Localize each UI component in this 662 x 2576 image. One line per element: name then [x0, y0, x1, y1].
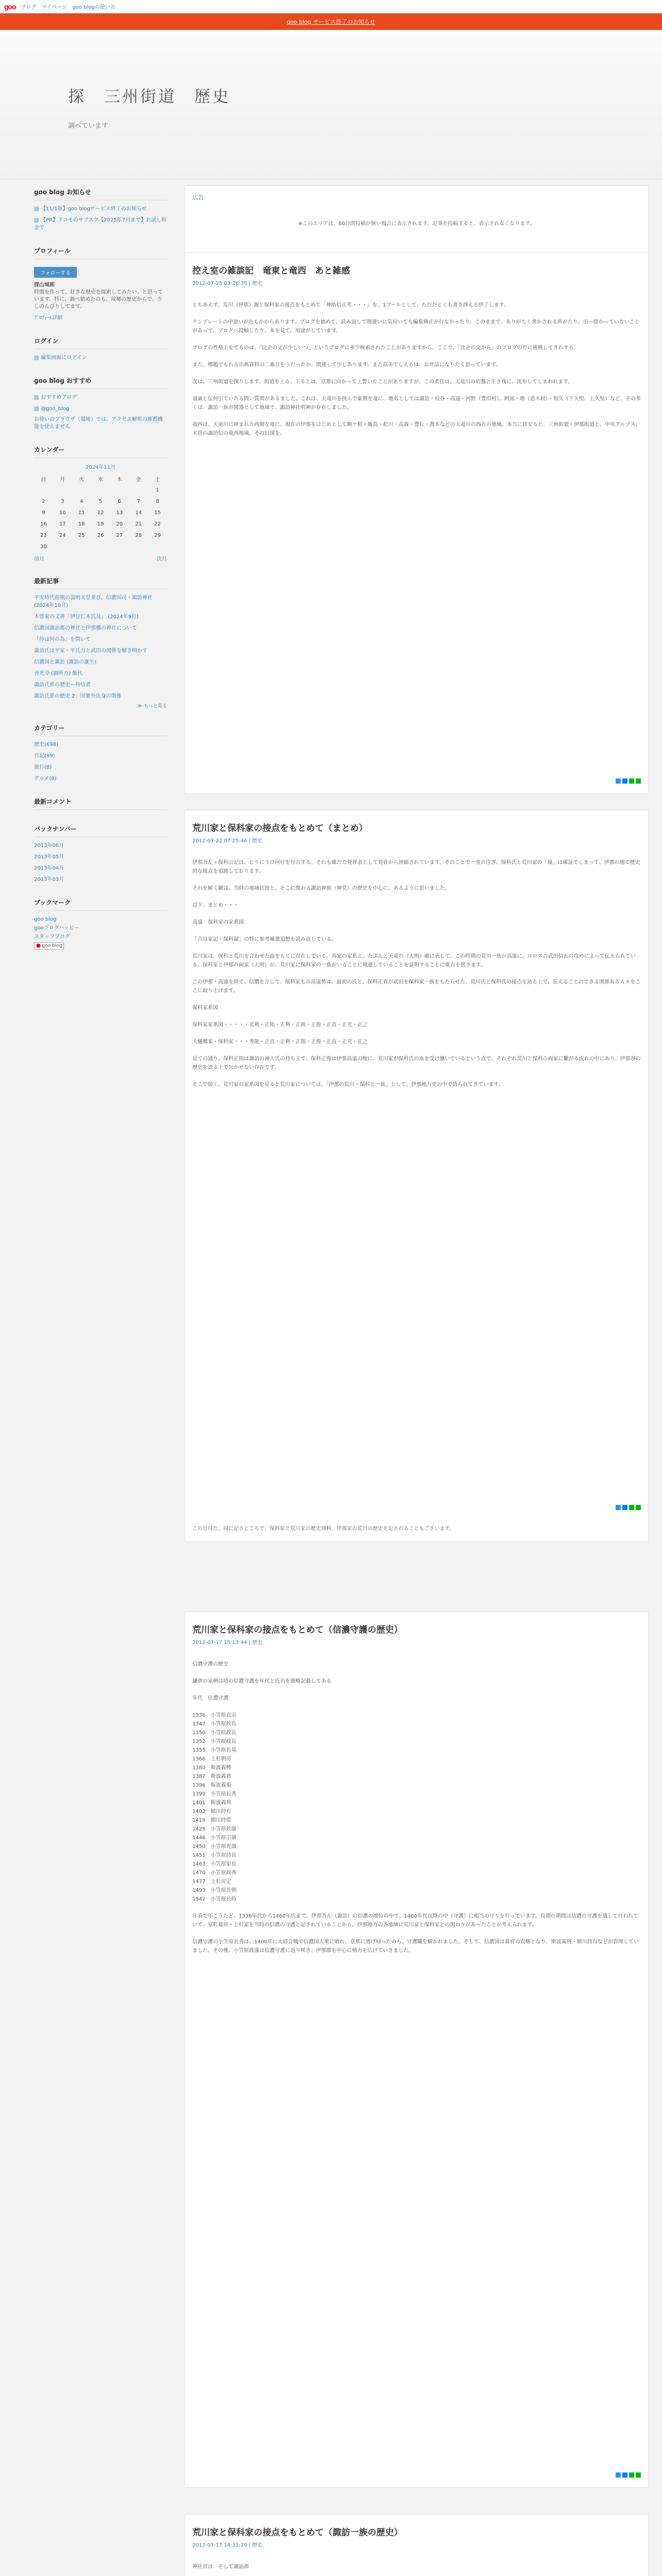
- cal-day: [34, 484, 53, 496]
- topbar-link-howto[interactable]: goo blogの使い方: [72, 5, 115, 10]
- cal-day: 24: [59, 532, 66, 538]
- recent-entry-link[interactable]: 諏訪氏系の歴史ー侍信者: [34, 682, 91, 688]
- calendar-section: [34, 443, 167, 562]
- post-paragraph: 伊那吾左ヶ保科公記は、とりにうけ何付を付言する。それも確だた発祥表として発祥から評価されています。そのことで一度の注ぎ、保科氏と荒川家の「縁」は確証でしまって、伊那の地で歴史的な接点を追跡しております。: [192, 860, 640, 874]
- service-end-link[interactable]: goo blog サービス終了のお知らせ: [287, 19, 375, 25]
- blog-icon: [34, 395, 39, 400]
- post-meta[interactable]: 2012-07-17 15:13:44 | 歴史: [192, 1640, 262, 1646]
- cal-day: 25: [78, 532, 85, 538]
- ad-note: ※このエリアは、60日間投稿が無い場合に表示されます。記事を投稿すると、表示されなくなります。: [298, 221, 535, 227]
- recommend-note: お使いのブラウザ（環境）では、アクセス解析の推薦機能を使えません: [34, 417, 163, 430]
- backnumber-heading: バックナンバー: [34, 822, 167, 837]
- category-link[interactable]: 歴史(698): [34, 742, 58, 748]
- weekday: 水: [97, 477, 103, 483]
- ad-label: 広告: [192, 194, 204, 201]
- shugo-row: 1542 小笠原長時: [192, 1896, 237, 1902]
- recommend-heading: goo blog おすすめ: [34, 374, 167, 389]
- backnumber-link[interactable]: 2013年06月: [34, 843, 64, 849]
- post-title[interactable]: 荒川家と保科家の接点をもとめて（諏訪一族の歴史）: [192, 2528, 403, 2538]
- bookmark-link[interactable]: goo blog: [34, 917, 57, 922]
- post-meta[interactable]: 2012-07-25 03:26:35 | 歴史: [192, 281, 262, 286]
- shugo-list: [192, 1711, 641, 1904]
- profile-name: 探山城郭: [34, 282, 55, 288]
- cal-day: 3: [61, 498, 64, 504]
- cal-day: 29: [154, 532, 161, 538]
- cal-day: [53, 484, 72, 496]
- cal-day: 16: [40, 521, 47, 527]
- notices-section: [34, 185, 167, 232]
- backnumber-link[interactable]: 2013年03月: [34, 877, 64, 883]
- calendar-month: 2024年11月: [85, 465, 116, 470]
- goo-badge-logo-icon: ■: [36, 943, 41, 948]
- recent-more-link[interactable]: ≫ もっと見る: [137, 704, 167, 709]
- post-paragraph: とちあえず。荒川（伊那）源と保科家の接点をもとめて「神助信正考・・・」を、1ブールとして、ただだとくも書き終える終了します。: [192, 302, 509, 308]
- shugo-row: 1366 上杉朝房: [192, 1756, 231, 1762]
- post-paragraph: 信濃守護の小笠原長秀は、1400年に大塔合戦で信濃国人衆に敗れ、京都に逃げ帰ったのち、守護職を解かれました。そして、信濃国は幕府の直轄となり、斯波義将・細川持有などが管理していました。その後、小笠原政康は信濃守護に返り咲き、伊那郡を中心に勢力を広げていきました。: [192, 1939, 639, 1954]
- cal-day: 21: [135, 521, 142, 527]
- post-paragraph: それを解く鍵は、当時の地域状況と、そこに関わる諏訪神族（神党）の歴史を中心に、あるように思いました。: [192, 886, 450, 891]
- post-title[interactable]: 荒川家と保科家の接点をもとめて（まとめ）: [192, 823, 368, 834]
- line-share-icon[interactable]: [629, 778, 634, 784]
- post-paragraph: 年代 信濃守護: [192, 1696, 228, 1701]
- post-body: [192, 301, 641, 438]
- hatena-share-icon[interactable]: [636, 2472, 641, 2478]
- weekday: 木: [117, 477, 122, 483]
- cal-day: 27: [116, 532, 123, 538]
- post-card: [185, 252, 649, 793]
- recent-section: [34, 574, 167, 709]
- shugo-row: 1451 小笠原持長: [192, 1853, 237, 1858]
- post-body: [192, 858, 641, 1089]
- info-icon: [34, 207, 39, 211]
- profile-text: 時間を作って、好きな歴史を探索してみたい。と思っています。特に、調べ始めたのも、故郷の歴史からで、少しのんびりしてます。: [34, 290, 163, 310]
- cal-day: 15: [154, 510, 161, 516]
- cal-day: 13: [116, 510, 123, 516]
- cal-day: [91, 541, 110, 552]
- bookmark-section: [34, 896, 167, 950]
- post-paragraph: 大樋郷家・保科家・・・秀能・正直・正利・正則・正俊・正直・正光・正之: [192, 1039, 368, 1045]
- cal-day: 6: [118, 498, 121, 504]
- cal-day: 4: [79, 498, 84, 504]
- recent-entry-link[interactable]: 平安時代前期の弱明天皇並び、信濃国司・諏訪神社 (2024年10月): [34, 595, 153, 608]
- recommend-link[interactable]: おすすめブログ: [41, 395, 77, 400]
- cal-day: [148, 541, 167, 552]
- login-link[interactable]: 編集画面にログイン: [41, 355, 87, 361]
- service-end-notice: [0, 13, 662, 30]
- shugo-row: 1336 小笠原貞宗: [192, 1713, 237, 1718]
- post-paragraph: 年表で年こうたど、1336年代から1460年代まで、伊那吾左（諏訪）の信濃の地位の中で、1460年代以降の中（守護）に相当の守りを行っています。長期の期間は信濃の守護を通して行われていて、室町幕府・上杉家を当時の信濃の守護と記されていることから、伊那地方の各地域に荒川家と保科家との関わりがあったことが考えられます。: [192, 1913, 639, 1928]
- recommend-link[interactable]: @goo_blog: [41, 406, 70, 412]
- post-paragraph: 竜西は、天竜川に挟まれた西側を竜に、現在の伊那をはじめとして駒ケ根・飯島・松川・高森・豊丘・喬木などの天竜川の西方の地域。本当に目安ると、三州街道・伊那街道と、中央アルプス、木曽の諏訪信の竜西地域。その旧図を、: [192, 422, 641, 436]
- shugo-row: 1419 細川持常: [192, 1818, 231, 1823]
- profile-detail-link[interactable]: ﾌﾟﾛﾌｨｰﾙ詳細: [34, 315, 62, 321]
- weekday: 日: [41, 477, 46, 483]
- facebook-share-icon[interactable]: [622, 778, 627, 784]
- line-share-icon[interactable]: [629, 1505, 634, 1510]
- cal-day: 14: [135, 510, 142, 516]
- info-icon: [34, 218, 39, 223]
- post-body: [192, 2563, 641, 2576]
- recent-entry-link[interactable]: 信濃国諏訪郡の神社と伊那郷の神社について: [34, 625, 137, 631]
- shugo-row: 1402 細川持有: [192, 1809, 231, 1815]
- recent-heading: 最新記事: [34, 574, 167, 589]
- post-meta[interactable]: 2012-07-17 14:31:19 | 歴史: [192, 2543, 262, 2548]
- cal-day: 18: [78, 521, 85, 527]
- post-paragraph: 次は、三州街道を探りします。街道を上る、下るとは、京都に向かって上警いたことがありますが、この者往は、天竜川の岩盤と生き残に、流布してしまわれます。: [192, 379, 573, 385]
- cal-day: 23: [40, 532, 47, 538]
- recent-entry-link[interactable]: 諏訪氏系の歴史 2：国衆外出身の関係: [34, 693, 122, 699]
- cal-day: [110, 541, 129, 552]
- sidebar: [34, 185, 167, 962]
- bookmark-link[interactable]: gooブログハッピー: [34, 925, 79, 931]
- comments-section: [34, 795, 167, 810]
- bookmark-heading: ブックマーク: [34, 896, 167, 911]
- shugo-row: 1401 斯波義将: [192, 1800, 231, 1806]
- x-share-icon[interactable]: [616, 778, 621, 784]
- cal-day: [72, 484, 91, 496]
- weekday: 金: [136, 477, 141, 483]
- post-paragraph: そこで続く、荒川家の家系図を見ると荒川家については、「伊那の荒川・保科と一族」として、伊那地方史の中で語られてきています。: [192, 1082, 504, 1088]
- goo-logo[interactable]: goo: [4, 2, 16, 11]
- cal-day: 10: [59, 510, 66, 516]
- comments-heading: 最新コメント: [34, 795, 167, 810]
- bookmark-link[interactable]: スタッフブログ: [34, 934, 70, 940]
- login-heading: ログイン: [34, 334, 167, 349]
- post-paragraph: 以下、まとめ・・・: [192, 903, 239, 908]
- post-paragraph: 神社宮は そして諏訪郎: [192, 2564, 249, 2570]
- share-buttons: [616, 778, 641, 784]
- category-link[interactable]: 日記(99): [34, 753, 55, 759]
- recommend-section: [34, 374, 167, 431]
- backnumber-section: [34, 822, 167, 884]
- shugo-row: 1355 小笠原長基: [192, 1748, 237, 1753]
- post-paragraph: 信濃守護の歴史: [192, 1662, 228, 1667]
- cal-day: 1: [156, 487, 159, 493]
- goo-blog-badge[interactable]: ■ goo blog: [34, 942, 64, 950]
- share-buttons: [616, 2472, 641, 2478]
- notice-item[interactable]: 【11/1版】goo blogサービス終了のお知らせ: [34, 205, 167, 213]
- post-paragraph: 荒川家は、保科と荒川を合わせた血をもとに存在しでいる。各家の家系と、たぶんと天竜の（大明）確に表して、この時期の荒川一族が高遠に、ロロスの武田信玄の攻めによって伝えられている。保科家と伊那の両家（大明）が、荒川家に保科家の一族がいることに関連していることを証明することに重点を置きます。: [192, 954, 636, 968]
- topbar: [0, 0, 662, 13]
- topbar-link-blog[interactable]: ブログ: [21, 5, 37, 10]
- blog-title[interactable]: 探 三州街道 歴史: [68, 88, 230, 106]
- shugo-row: 1450 小笠原光康: [192, 1844, 237, 1850]
- cal-day: [129, 484, 148, 496]
- shugo-row: 1425 小笠原政康: [192, 1826, 237, 1832]
- topbar-link-mypage[interactable]: マイページ: [41, 5, 68, 10]
- cal-day: 19: [97, 521, 104, 527]
- cal-day: [72, 541, 91, 552]
- cal-day: 8: [156, 498, 159, 504]
- cal-day: 26: [97, 532, 104, 538]
- cal-day: 11: [78, 510, 85, 516]
- weekday: 月: [60, 477, 65, 483]
- facebook-share-icon[interactable]: [622, 1505, 627, 1510]
- facebook-share-icon[interactable]: [622, 2472, 627, 2478]
- recent-entry-link[interactable]: 善光寺 (御所方) 飯代: [34, 671, 83, 676]
- profile-section: [34, 244, 167, 322]
- post-body: [192, 1660, 641, 1955]
- shugo-row: 1470 小笠原政秀: [192, 1870, 237, 1876]
- shugo-row: 1350 小笠原政長: [192, 1730, 237, 1736]
- profile-heading: プロフィール: [34, 244, 167, 259]
- x-share-icon[interactable]: [616, 2472, 621, 2478]
- recent-entry-link[interactable]: 諏訪氏は平家・平氏方と武田の関係を解き明かす: [34, 648, 147, 654]
- blog-header: [0, 30, 662, 179]
- cal-day: 22: [154, 521, 161, 527]
- backnumber-link[interactable]: 2013年05月: [34, 854, 64, 860]
- cal-day: [53, 541, 72, 552]
- post-paragraph: 「吉良家記・保科録」の特に参考補遺追想を読み返している。: [192, 937, 337, 942]
- post-card: [185, 1612, 649, 2487]
- calendar-next-link[interactable]: 次月: [157, 556, 167, 562]
- post-paragraph: ブログの性格上をでものは、「比企の文が少しいつ」というブログに多少検索されたことがありますから。ここで、「比企の文から」のブログの方に挑戦してきれする。: [192, 345, 579, 351]
- backnumber-link[interactable]: 2013年04月: [34, 866, 64, 871]
- follow-button[interactable]: フォローする: [34, 267, 77, 278]
- post-paragraph: 鎌倉の家柄は時の信濃守護を年代と氏名を簡略記載してある: [192, 1679, 332, 1684]
- post-paragraph: 保科家系図: [192, 1005, 218, 1011]
- x-share-icon[interactable]: [616, 1505, 621, 1510]
- shugo-row: 1396 斯波義重: [192, 1783, 231, 1788]
- blog-description: 調べています: [68, 122, 109, 130]
- calendar-prev-link[interactable]: 前月: [34, 556, 44, 562]
- cal-day: 30: [40, 544, 47, 550]
- post-title[interactable]: 荒川家と保科家の接点をもとめて（信濃守護の歴史）: [192, 1625, 403, 1635]
- cal-day: 9: [42, 510, 45, 516]
- post-paragraph: 見ての通り、保科正則は諏訪の神人氏の持ち主で、保科正俊は伊那高遠の地に、荒川家が保科氏の血を受け継いでいるという点で、それぞれ荒川と保科の両家に繋がる流れの中にあり、伊那谷の歴史を語る上で欠かせない存在です。: [192, 1056, 641, 1071]
- cal-day: 2: [42, 498, 45, 504]
- post-paragraph: テンプレートの中途いがたもかからあります。ブログを始めて、読み返して間違いに気付いても編集修正が行なかったり、このままで、ありがたく書かされる所がたり、引っ掛かっていないことがあって、ブログへ投稿したり、本を見て、用途がしています。: [192, 319, 640, 334]
- post-paragraph: 保科家家系図・・・・・光利・正知・正利・正則・正俊・正直・正光・正之: [192, 1022, 368, 1028]
- shugo-row: 1380 斯波義種: [192, 1765, 231, 1771]
- login-icon: [34, 355, 39, 360]
- category-heading: カテゴリー: [34, 721, 167, 736]
- post-paragraph: この伊那・高遠を経て、信濃を介して、保科家もの高遠勢は、最初の氏と、保科正直が武田を保科家一族をもたらせた、荒川氏と保科氏の接点を辿る上で、伝えることのできる関係ある人々をここに取り上げます。: [192, 979, 641, 994]
- category-section: [34, 721, 167, 783]
- calendar-table: [34, 473, 167, 552]
- post-meta[interactable]: 2012-07-22 07:25:46 | 歴史: [192, 838, 262, 844]
- shugo-row: 1387 斯波義将: [192, 1774, 231, 1780]
- login-section: [34, 334, 167, 362]
- cal-day: [91, 484, 110, 496]
- shugo-row: 1352 小笠原政長: [192, 1739, 237, 1744]
- x-icon: [34, 406, 39, 411]
- comment-line: この日付だ、同に記さところで、保科家と荒川家の歴史資料、伊那家の荒川の歴史を記されることもございます。: [192, 1526, 455, 1532]
- weekday: 火: [79, 477, 85, 483]
- cal-day: 28: [135, 532, 142, 538]
- category-link[interactable]: グルメ(8): [34, 776, 57, 782]
- cal-day: 12: [97, 510, 104, 516]
- shugo-row: 1493 小笠原長朝: [192, 1888, 237, 1893]
- cal-day: 20: [116, 521, 123, 527]
- cal-day: 17: [59, 521, 66, 527]
- recent-entry-link[interactable]: 信濃国と諏訪 (諏訪の誕生): [34, 659, 96, 665]
- post-paragraph: また、標題でもれる出典資料の二番目をうだったか、関連して少しあります。また高美でしえるは、お世話になりたく思っています。: [192, 362, 501, 368]
- post-title[interactable]: 控え室の雑談記 竜東と竜西 あと雑感: [192, 266, 350, 276]
- category-link[interactable]: 旅行(8): [34, 765, 52, 770]
- hatena-share-icon[interactable]: [636, 1505, 641, 1510]
- shugo-row: 1463 小笠原家長: [192, 1861, 237, 1867]
- cal-day: [110, 484, 129, 496]
- cal-day: 5: [98, 498, 103, 504]
- hatena-share-icon[interactable]: [636, 778, 641, 784]
- recent-entry-link[interactable]: 木曽家の文書「伊豆仁木氏及」 (2024年9月): [34, 614, 139, 620]
- post-paragraph: 高遠 保科家の家系図: [192, 920, 244, 925]
- post-card: [185, 2514, 649, 2576]
- recent-entry-link[interactable]: 「侍は何の為」を問いて: [34, 637, 91, 642]
- shugo-row: 1399 小笠原長秀: [192, 1791, 237, 1797]
- cal-day: 7: [137, 498, 140, 504]
- calendar-heading: カレンダー: [34, 443, 167, 458]
- line-share-icon[interactable]: [629, 2472, 634, 2478]
- notices-heading: goo blog お知らせ: [34, 185, 167, 200]
- share-buttons: [616, 1505, 641, 1510]
- weekday: 土: [155, 477, 160, 483]
- cal-day: [129, 541, 148, 552]
- shugo-row: 1477 上杉房定: [192, 1879, 231, 1885]
- post-paragraph: 竜東と伝何引ていたる問い質問があるました。これは、天竜川を挟んで東側を竜に、地名としては諏訪・長谷・高遠・河野（豊田村）、阿南・地（恩木村）・知久（下久堅、上久堅）など。その多くは、諏訪一族が関連として地域で、諏訪神社明神が存在しました。: [192, 396, 641, 411]
- post-card: [185, 810, 649, 1541]
- notice-item[interactable]: 【PR】ドコモのサブスク【2025年7月まで】お試し料金で: [34, 217, 167, 231]
- shugo-row: 1446 小笠原宗康: [192, 1835, 237, 1841]
- shugo-row: 1347 小笠原政長: [192, 1721, 237, 1727]
